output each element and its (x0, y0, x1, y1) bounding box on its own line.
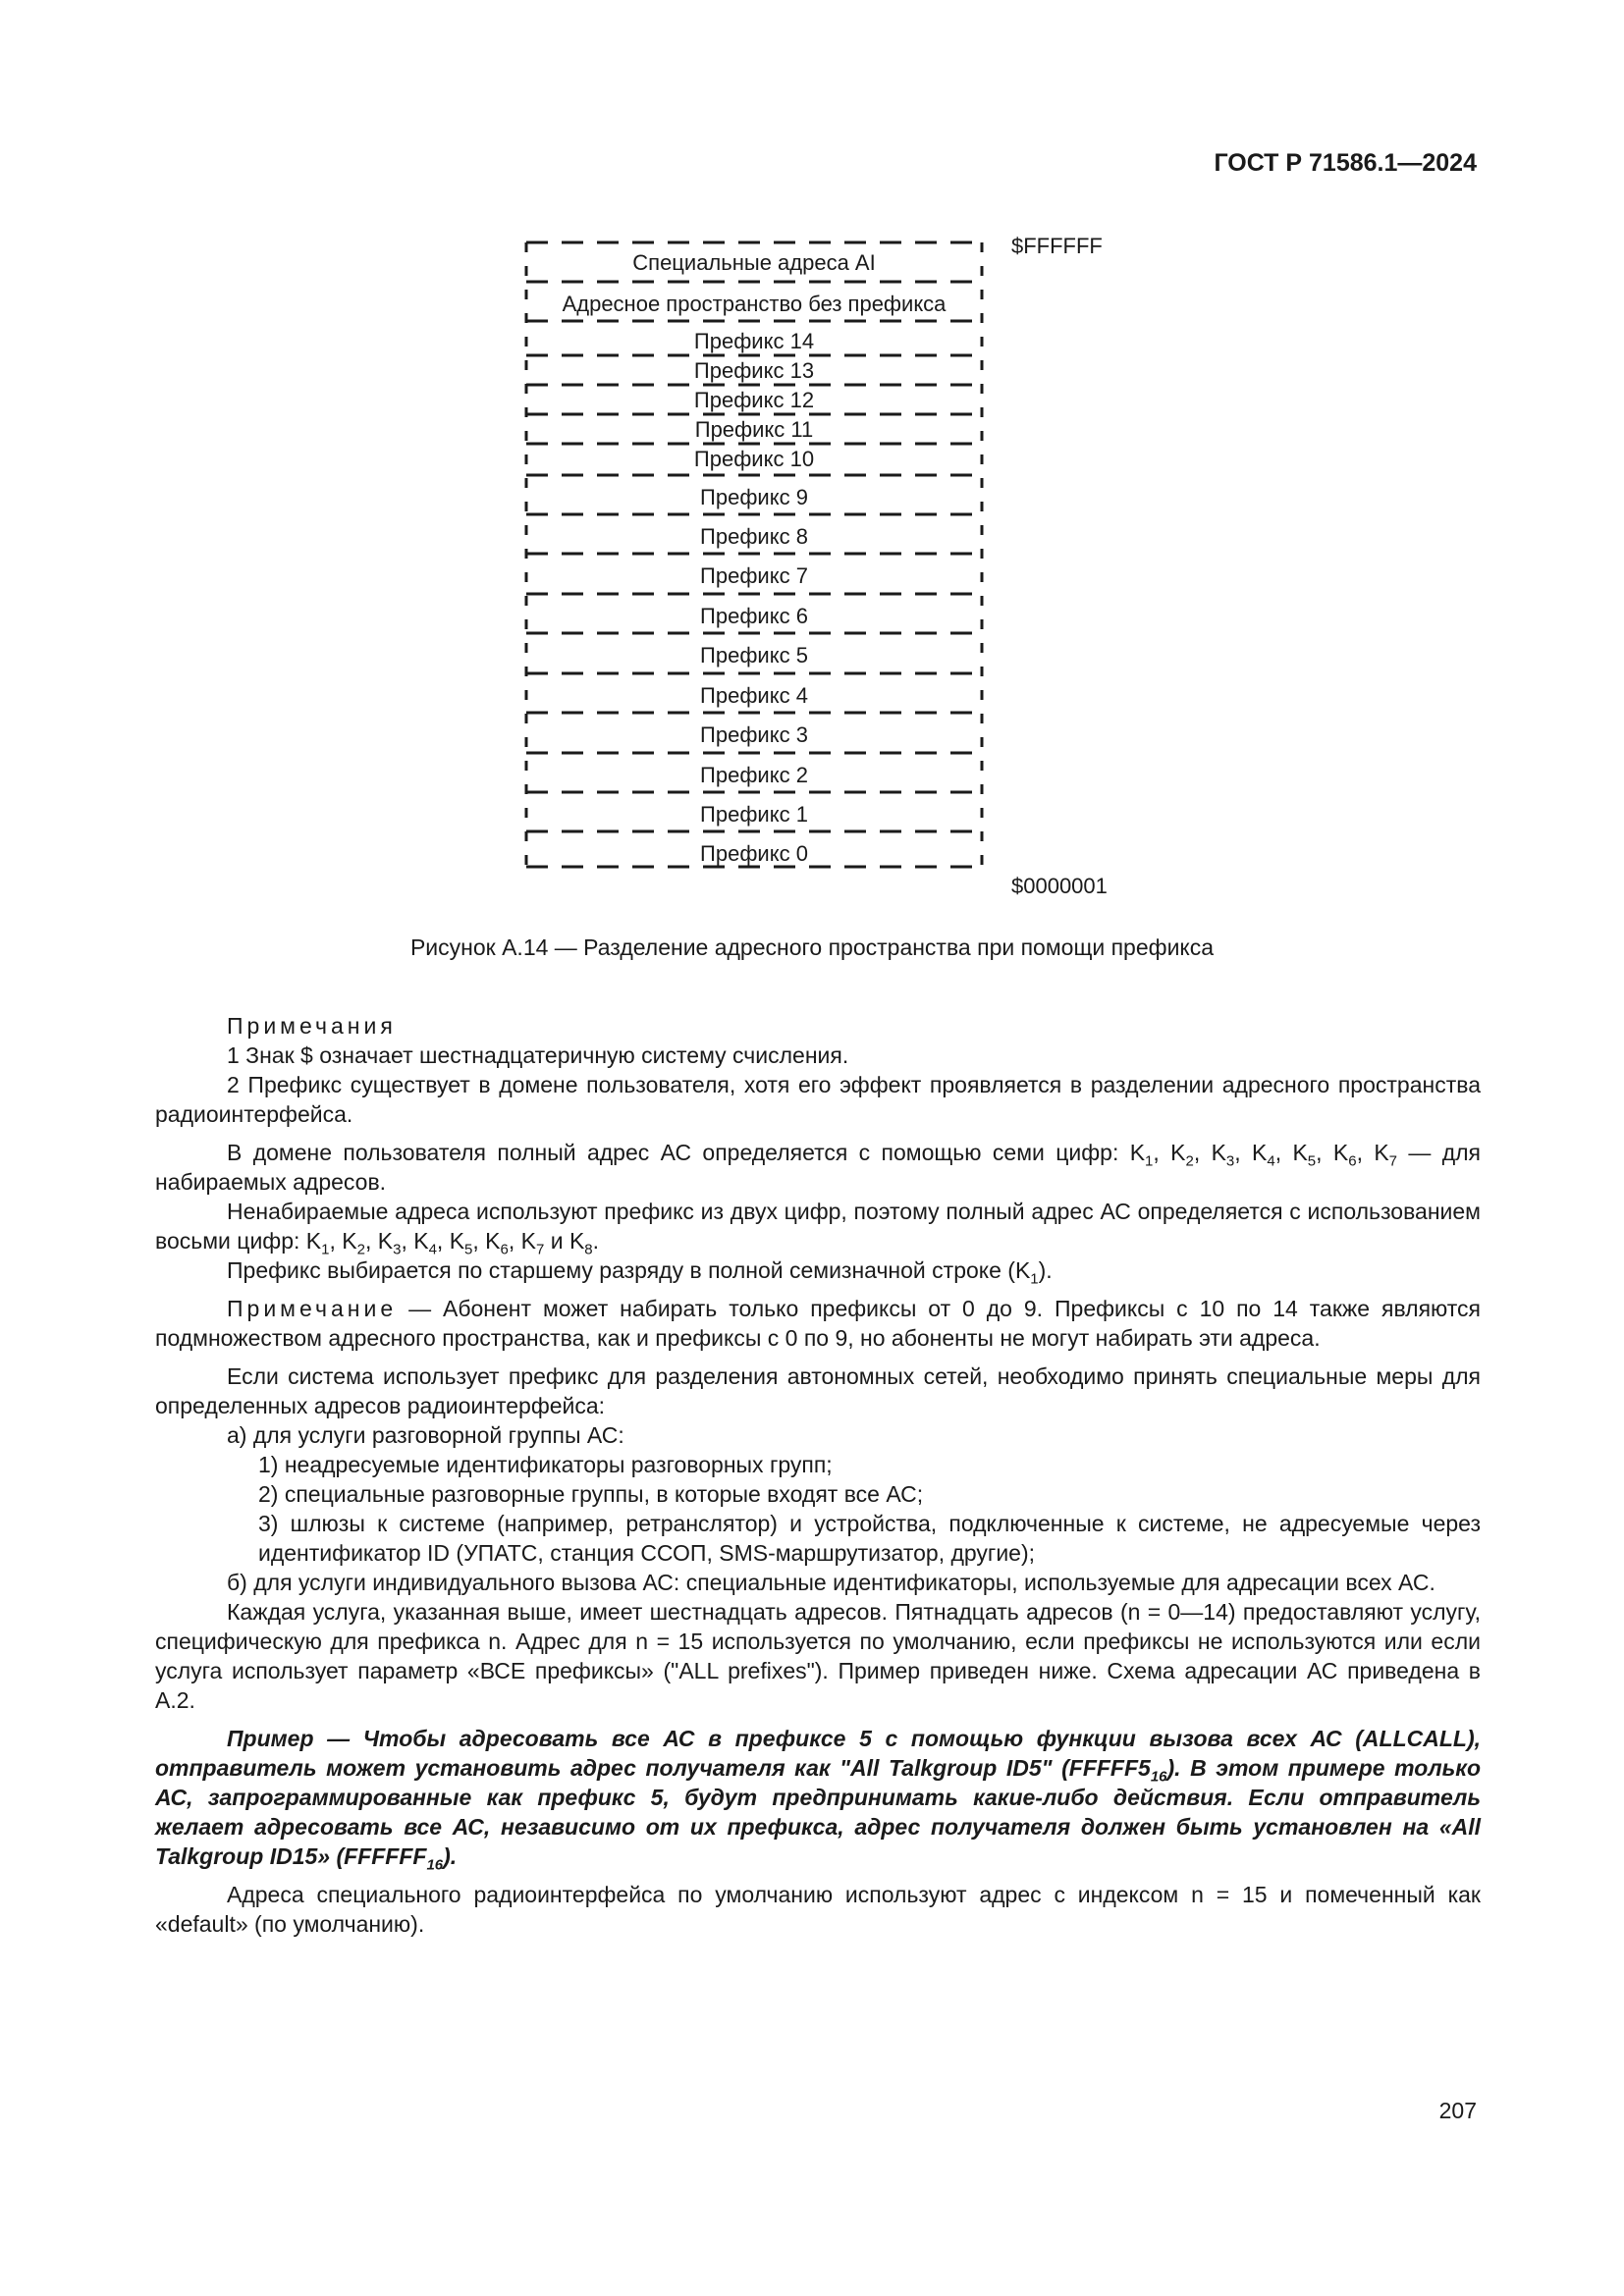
diagram-row-label: Префикс 8 (700, 524, 808, 549)
list-item-1: 1) неадресуемые идентификаторы разговорных групп; (258, 1452, 833, 1477)
figure-caption: Рисунок А.14 — Разделение адресного пространства при помощи префикса (409, 934, 1215, 960)
diagram-row-label: Префикс 0 (700, 841, 808, 866)
diagram-row-label: Специальные адреса AI (632, 250, 876, 275)
example-paragraph: Пример — Чтобы адресовать все АС в префиксе 5 с помощью функции вызова всех АС (ALLCALL), отправитель может установить адрес получателя как "All Talkgroup ID5" $(FFFFF5_{16})$. В этом примере только АС, запрограммированные как префикс 5, будут предпринимать какие-либо действия. Если отправитель желает адресовать все АС, независимо от их префикса, адрес получателя должен быть установлен на «All Talkgroup ID15» $(FFFFFF_{16})$. (155, 1726, 1481, 1874)
diagram-row-label: Префикс 12 (693, 388, 815, 412)
paragraph-autonomous: Если система использует префикс для разделения автономных сетей, необходимо принять специальные меры для определенных адресов радиоинтерфейса: (155, 1363, 1481, 1418)
diagram-row-label: Префикс 1 (700, 802, 808, 827)
paragraph-dialable: В домене пользователя полный адрес АС определяется с помощью семи цифр: $K_1$, $K_2$, $K_3$, $K_4$, $K_5$, $K_6$, $K_7$ — для набираемых адресов. (155, 1140, 1482, 1195)
list-item-3: 3) шлюзы к системе (например, ретранслятор) и устройства, подключенные к системе, не адресуемые через идентификатор ID (УПАТС, станция ССОП, SMS-маршрутизатор, другие); (258, 1511, 1481, 1566)
note-1: 1 Знак $ означает шестнадцатеричную систему счисления. (227, 1042, 849, 1068)
paragraph-default: Адреса специального радиоинтерфейса по умолчанию используют адрес с индексом n = 15 и помеченный как «default» (по умолчанию). (155, 1882, 1481, 1937)
diagram-row-label: Префикс 3 (700, 722, 808, 747)
notes-title: Примечания (227, 1013, 397, 1039)
diagram-row-label: Префикс 4 (700, 683, 808, 708)
paragraph-sixteen-addresses: Каждая услуга, указанная выше, имеет шестнадцать адресов. Пятнадцать адресов (n = 0—14) предоставляют услугу, специфическую для префикса n. Адрес для n = 15 используется по умолчанию, если префиксы не используются или если услуга использует параметр «ВСЕ префиксы» ("ALL prefixes"). Пример приведен ниже. Схема адресации АС приведена в А.2. (155, 1599, 1481, 1713)
bottom-address-label: $0000001 (1011, 874, 1108, 898)
paragraph-nondialable: Ненабираемые адреса используют префикс из двух цифр, поэтому полный адрес АС определяется с использованием восьми цифр: $K_1$, $K_2$, $K_3$, $K_4$, $K_5$, $K_6$, $K_7$ и $K_8$. (155, 1199, 1481, 1258)
page-number: 207 (1438, 2098, 1477, 2123)
list-item-b: б) для услуги индивидуального вызова АС: специальные идентификаторы, используемые для адресации всех АС. (227, 1570, 1435, 1595)
diagram-row-label: Адресное пространство без префикса (562, 292, 947, 316)
document-id: ГОСТ Р 71586.1—2024 (1214, 149, 1477, 177)
list-item-2: 2) специальные разговорные группы, в которые входят все АС; (258, 1481, 924, 1507)
diagram-row-label: Префикс 13 (693, 358, 815, 383)
address-space-diagram (0, 0, 1624, 903)
paragraph-prefix-select: Префикс выбирается по старшему разряду в полной семизначной строке $(K_1)$. (227, 1257, 1053, 1288)
top-address-label: $FFFFFF (1011, 234, 1103, 258)
note-2: 2 Префикс существует в домене пользователя, хотя его эффект проявляется в разделении адресного пространства радиоинтерфейса. (155, 1072, 1481, 1127)
diagram-row-label: Префикс 9 (700, 485, 808, 509)
diagram-row-label: Префикс 10 (693, 447, 815, 471)
diagram-row-label: Префикс 7 (700, 563, 808, 588)
diagram-row-label: Префикс 6 (700, 604, 808, 628)
main-text (155, 1011, 1481, 1939)
note-subscriber: Примечание — Абонент может набирать только префиксы от 0 до 9. Префиксы с 10 по 14 также являются подмножеством адресного пространства, как и префиксы с 0 по 9, но абоненты не могут набирать эти адреса. (155, 1296, 1481, 1351)
diagram-row-label: Префикс 14 (693, 329, 815, 353)
diagram-row-label: Префикс 2 (700, 763, 808, 787)
list-item-a: а) для услуги разговорной группы АС: (227, 1422, 624, 1448)
diagram-row-label: Префикс 11 (694, 417, 814, 442)
diagram-row-label: Префикс 5 (700, 643, 808, 667)
